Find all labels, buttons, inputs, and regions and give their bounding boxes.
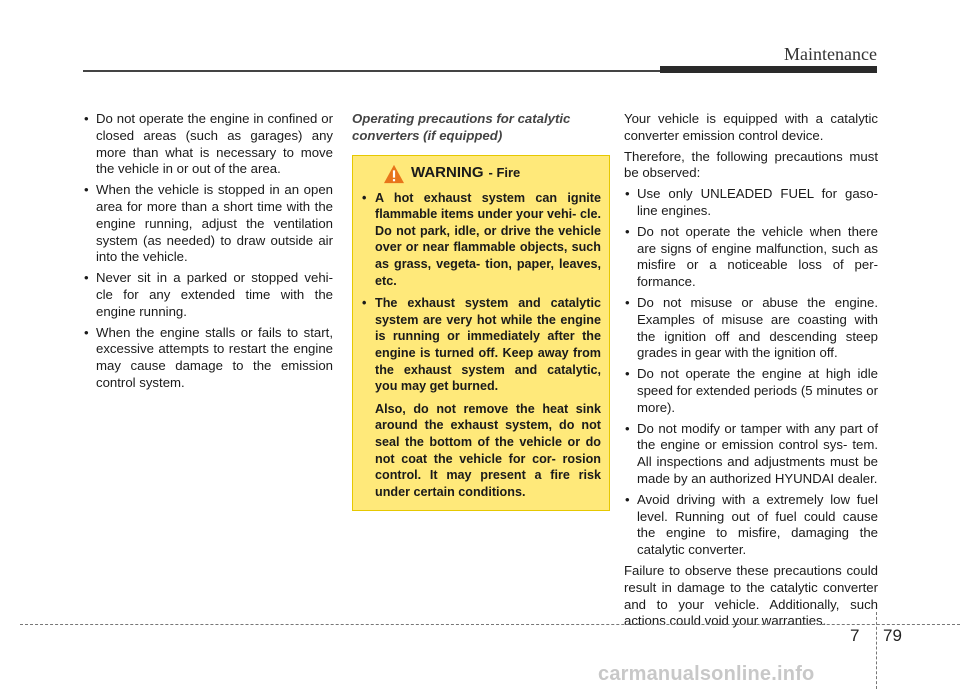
precautions-lead: Therefore, the following precautions must be observed: (624, 148, 878, 181)
precautions-list (624, 186, 878, 559)
list-item: • Do not modify or tamper with any part of the engine or emission control sys- tem. All inspections and adjustments must be made by an authorized HYUNDAI dealer. (624, 421, 878, 488)
left-column (83, 111, 333, 396)
middle-column (352, 111, 610, 511)
right-column (624, 111, 878, 634)
list-item: • Do not operate the engine at high idle speed for extended periods (5 minutes or more). (624, 366, 878, 416)
warning-header (383, 164, 601, 184)
warning-triangle-icon (383, 164, 405, 184)
left-bullet-list (83, 111, 333, 392)
list-item: • The exhaust system and catalytic system are very hot while the engine is running or immediately after the engine is turned off. Keep away from the exhaust system and catalytic, you may get burned. (361, 295, 601, 395)
header-rule (83, 70, 663, 72)
watermark: carmanualsonline.info (598, 663, 815, 685)
section-title: Maintenance (784, 44, 877, 64)
page-divider (876, 612, 877, 689)
list-item: • When the vehicle is stopped in an open area for more than a short time with the engine running, adjust the ventilation system (as needed) to draw outside air into the vehicle. (83, 182, 333, 266)
intro-paragraph: Your vehicle is equipped with a catalytic converter emission control device. (624, 111, 878, 143)
list-item: • Never sit in a parked or stopped vehi- cle for any extended time with the engine running. (83, 270, 333, 320)
list-item: • Do not operate the vehicle when there are signs of engine malfunction, such as misfire or a noticeable loss of per- formance. (624, 224, 878, 291)
warning-continuation: Also, do not remove the heat sink around the exhaust system, do not seal the bottom of the vehicle or do not coat the vehicle for cor- rosion control. It may present a fire risk under certain conditions. (375, 401, 601, 499)
list-item: • A hot exhaust system can ignite flammable items under your vehi- cle. Do not park, idle, or drive the vehicle over or near flammable objects, such as grass, vegeta- tion, paper, leaves, etc. (361, 190, 601, 290)
header-rule-accent (660, 66, 877, 73)
page-number: 79 (883, 626, 902, 645)
footer-rule (20, 624, 960, 625)
warning-sublabel: - Fire (488, 165, 521, 181)
warning-bullet-list (361, 190, 601, 395)
list-item: • When the engine stalls or fails to start, excessive attempts to restart the engine may cause damage to the emission control system. (83, 325, 333, 392)
list-item: • Avoid driving with a extremely low fuel level. Running out of fuel could cause the engine to misfire, damaging the catalytic converter. (624, 492, 878, 559)
list-item: • Do not operate the engine in confined or closed areas (such as garages) any more than what is necessary to move the vehicle in or out of the area. (83, 111, 333, 178)
list-item: • Do not misuse or abuse the engine. Examples of misuse are coasting with the ignition off and descending steep grades in gear with the ignition off. (624, 295, 878, 362)
warning-label: WARNING (411, 164, 484, 182)
list-item: • Use only UNLEADED FUEL for gaso- line engines. (624, 186, 878, 220)
chapter-number: 7 (850, 626, 860, 645)
warning-box (352, 155, 610, 512)
closing-paragraph: Failure to observe these precautions could result in damage to the catalytic converter and to your vehicle. Additionally, such actions could void your warranties. (624, 562, 878, 629)
catalytic-subheading: Operating precautions for catalytic converters (if equipped) (352, 111, 571, 143)
